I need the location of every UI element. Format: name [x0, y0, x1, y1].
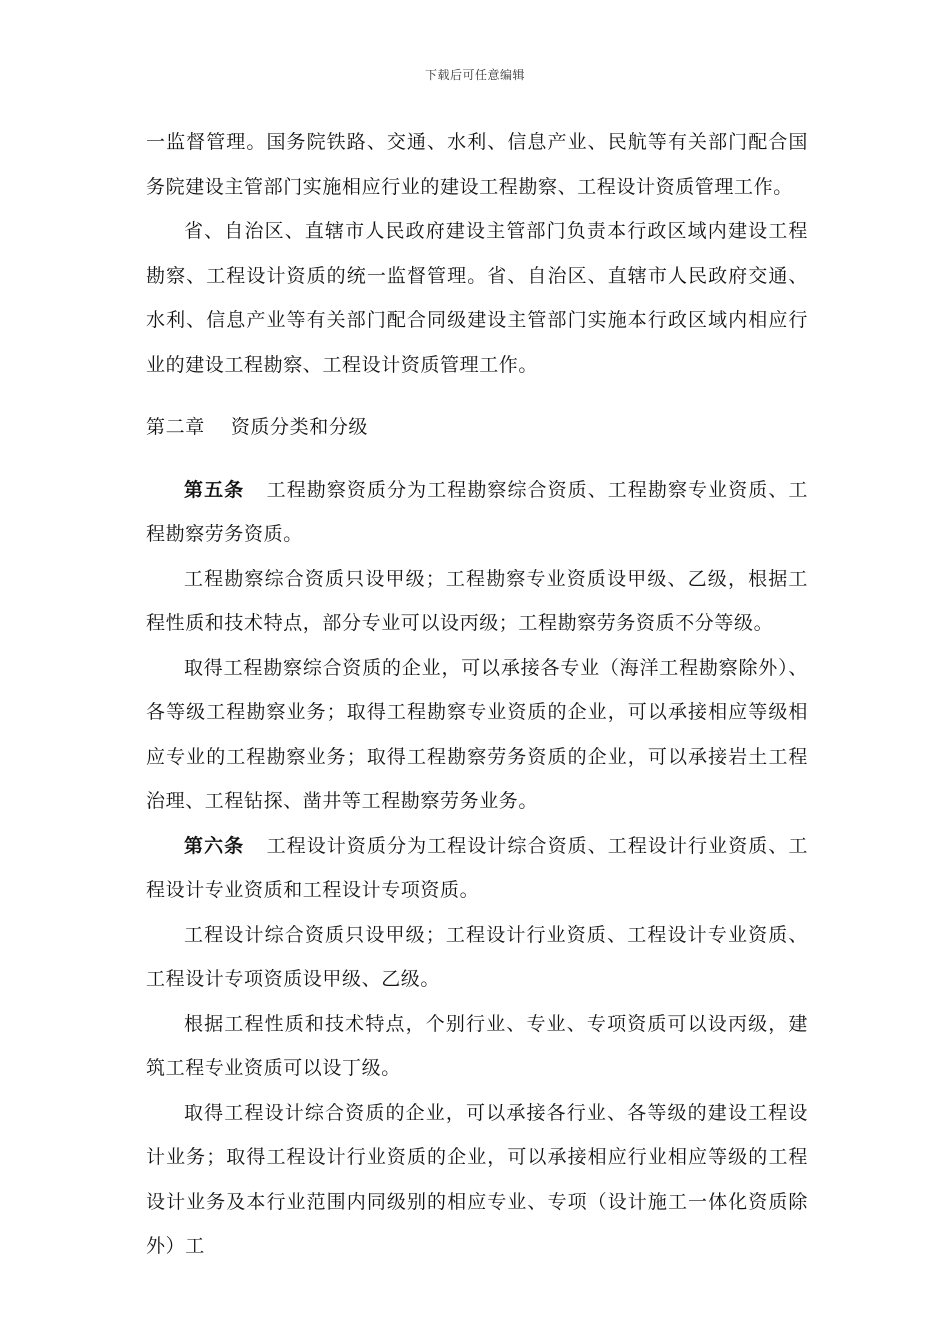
body-paragraph: 一监督管理。国务院铁路、交通、水利、信息产业、民航等有关部门配合国务院建设主管部门实施相应行业的建设工程勘察、工程设计资质管理工作。 — [146, 131, 808, 198]
chapter-number: 第二章 — [146, 416, 205, 438]
body-paragraph: 取得工程设计综合资质的企业，可以承接各行业、各等级的建设工程设计业务；取得工程设计行业资质的企业，可以承接相应行业相应等级的工程设计业务及本行业范围内同级别的相应专业、专项（设计施工一体化资质除外）工 — [146, 1101, 808, 1257]
body-paragraph: 省、自治区、直辖市人民政府建设主管部门负责本行政区域内建设工程勘察、工程设计资质的统一监督管理。省、自治区、直辖市人民政府交通、水利、信息产业等有关部门配合同级建设主管部门实施本行政区域内相应行业的建设工程勘察、工程设计资质管理工作。 — [146, 220, 808, 376]
article-label: 第六条 — [184, 834, 245, 857]
chapter-title: 资质分类和分级 — [230, 416, 369, 438]
body-paragraph: 取得工程勘察综合资质的企业，可以承接各专业（海洋工程勘察除外）、各等级工程勘察业务；取得工程勘察专业资质的企业，可以承接相应等级相应专业的工程勘察业务；取得工程勘察劳务资质的企业，可以承接岩土工程治理、工程钻探、凿井等工程勘察劳务业务。 — [146, 656, 808, 812]
article-label: 第五条 — [184, 478, 245, 501]
body-paragraph: 根据工程性质和技术特点，个别行业、专业、专项资质可以设丙级，建筑工程专业资质可以设丁级。 — [146, 1012, 808, 1079]
document-body — [146, 120, 808, 1269]
article-paragraph — [146, 468, 808, 557]
body-paragraph: 工程设计综合资质只设甲级；工程设计行业资质、工程设计专业资质、工程设计专项资质设甲级、乙级。 — [146, 923, 808, 990]
article-text: 工程勘察资质分为工程勘察综合资质、工程勘察专业资质、工程勘察劳务资质。 — [146, 478, 808, 545]
article-text: 工程设计资质分为工程设计综合资质、工程设计行业资质、工程设计专业资质和工程设计专项资质。 — [146, 834, 808, 901]
chapter-heading — [146, 405, 808, 450]
body-paragraph: 工程勘察综合资质只设甲级；工程勘察专业资质设甲级、乙级，根据工程性质和技术特点，部分专业可以设丙级；工程勘察劳务资质不分等级。 — [146, 567, 808, 634]
article-paragraph — [146, 824, 808, 913]
page-header: 下载后可任意编辑 — [424, 68, 525, 82]
